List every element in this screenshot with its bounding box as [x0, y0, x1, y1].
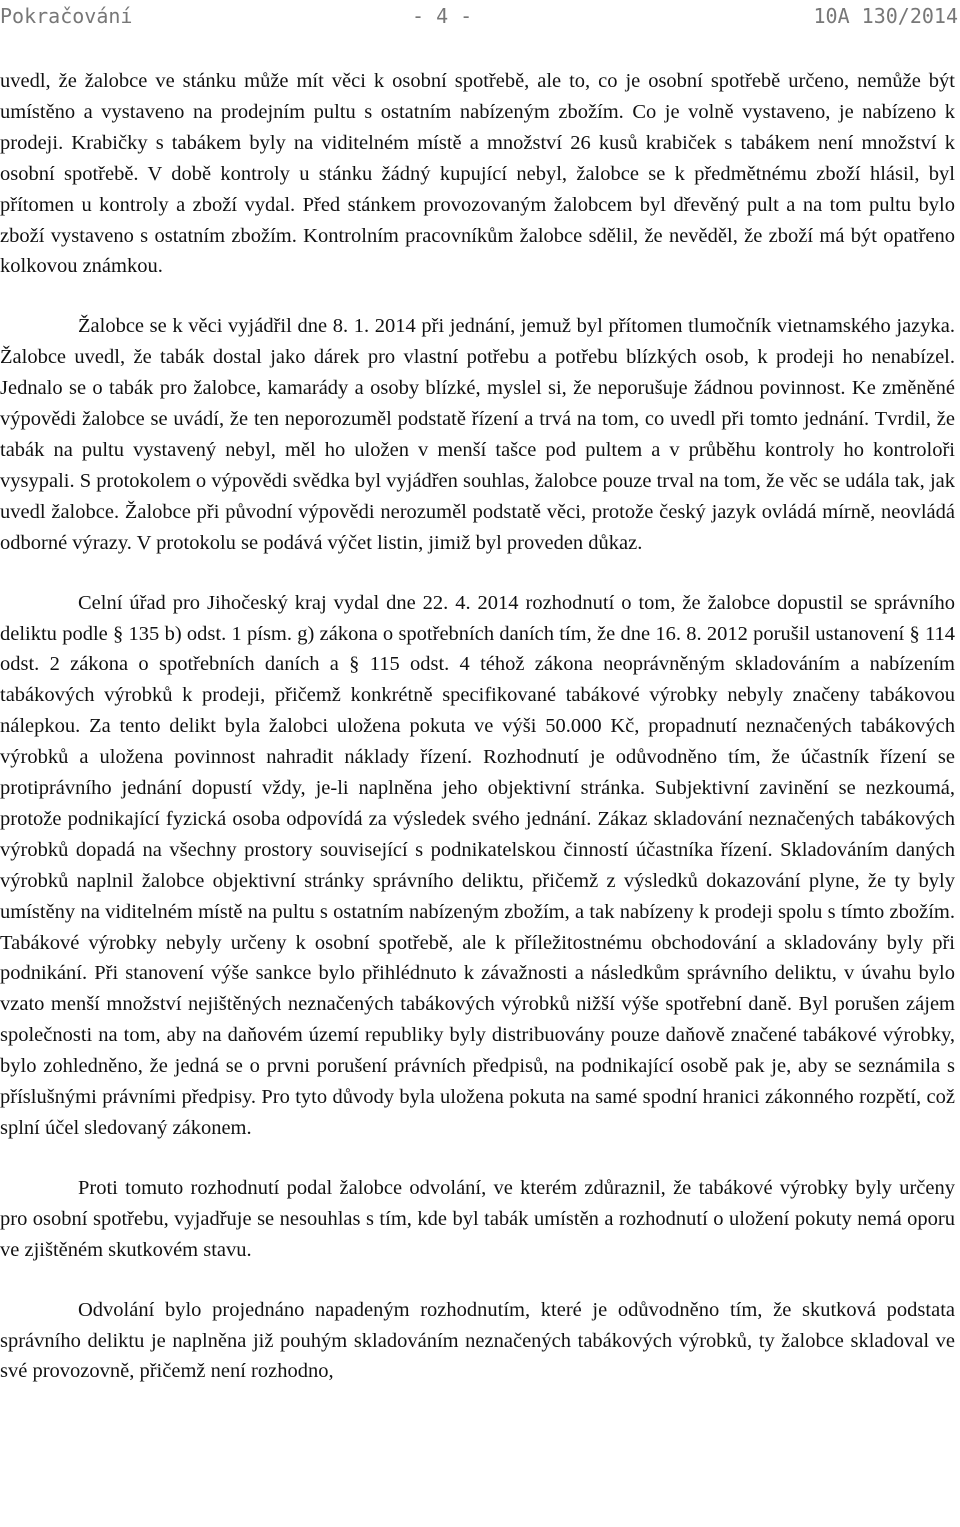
- page-header: [0, 0, 960, 30]
- paragraph-5: Odvolání bylo projednáno napadeným rozhodnutím, které je odůvodněno tím, že skutková podstata správního deliktu je naplněna již pouhým skladováním neznačených tabákových výrobků, ty žalobce skladoval ve své provozovně, přičemž není rozhodno,: [0, 1298, 955, 1383]
- case-number: 10A 130/2014: [813, 4, 958, 28]
- page-number: - 4 -: [412, 4, 473, 28]
- header-continuation: Pokračování: [0, 4, 133, 28]
- paragraph-4: Proti tomuto rozhodnutí podal žalobce odvolání, ve kterém zdůraznil, že tabákové výrobky byly určeny pro osobní spotřebu, vyjadřuje se nesouhlas s tím, kde byl tabák umístěn a rozhodnutí o uložení pokuty nemá oporu ve zjištěném skutkovém stavu.: [0, 1176, 955, 1261]
- paragraph-2: Žalobce se k věci vyjádřil dne 8. 1. 2014 při jednání, jemuž byl přítomen tlumočník vietnamského jazyka. Žalobce uvedl, že tabák dostal jako dárek pro vlastní potřebu a potřebu blízkých osob, k prodeji ho nenabízel. Jednalo se o tabák pro žalobce, kamarády a osoby blízké, myslel si, že neporušuje žádnou povinnost. Ke změněné výpovědi žalobce se uvádí, že ten neporozuměl podstatě řízení a trvá na tom, co uvedl při tomto jednání. Tvrdil, že tabák na pultu vystavený nebyl, měl ho uložen v menší tašce pod pultem a v průběhu kontroly ho kontroloři vysypali. S protokolem o výpovědi svědka byl vyjádřen souhlas, žalobce pouze trval na tom, že věc se udála tak, jak uvedl žalobce. Žalobce při původní výpovědi nerozuměl podstatě věci, protože český jazyk ovládá mírně, neovládá odborné výrazy. V protokolu se podává výčet listin, jimiž byl proveden důkaz.: [0, 315, 955, 554]
- paragraph-1: uvedl, že žalobce ve stánku může mít věci k osobní spotřebě, ale to, co je osobní spotřebě určeno, nemůže být umístěno a vystaveno na prodejním pultu s ostatním nabízeným zbožím. Co je volně vystaveno, je nabízeno k prodeji. Krabičky s tabákem byly na viditelném místě a množství 26 kusů krabiček s tabákem není množství k osobní spotřebě. V době kontroly u stánku žádný kupující nebyl, žalobce se k předmětnému zboží hlásil, byl přítomen u kontroly a zboží vydal. Před stánkem provozovaným žalobcem byl dřevěný pult a na tom pultu bylo zboží vystaveno s ostatním zbožím. Kontrolním pracovníkům žalobce sdělil, že nevěděl, že zboží má být opatřeno kolkovou známkou.: [0, 70, 955, 278]
- document-body: [0, 66, 955, 1387]
- paragraph-3: Celní úřad pro Jihočeský kraj vydal dne 22. 4. 2014 rozhodnutí o tom, že žalobce dopustil se správního deliktu podle § 135 b) odst. 1 písm. g) zákona o spotřebních daních tím, že dne 16. 8. 2012 porušil ustanovení § 114 odst. 2 zákona o spotřebních daních a § 115 odst. 4 téhož zákona neoprávněným skladováním a nabízením tabákových výrobků k prodeji, přičemž konkrétně specifikované tabákové výrobky nebyly značeny tabákovou nálepkou. Za tento delikt byla žalobci uložena pokuta ve výši 50.000 Kč, propadnutí neznačených tabákových výrobků a uložena povinnost nahradit náklady řízení. Rozhodnutí je odůvodněno tím, že účastník řízení se protiprávního jednání dopustí vždy, je-li naplněna jeho objektivní stránka. Subjektivní zavinění se nezkoumá, protože podnikající fyzická osoba odpovídá za výsledek svého jednání. Zákaz skladování neznačených tabákových výrobků dopadá na všechny prostory související s podnikatelskou činností účastníka řízení. Skladováním daných výrobků naplnil žalobce objektivní stránky správního deliktu, přičemž z výsledků dokazování plyne, že ty byly umístěny na viditelném místě na pultu s ostatním nabízeným zbožím, a tak nabízeny k prodeji spolu s tímto zbožím. Tabákové výrobky nebyly určeny k osobní spotřebě, ale k příležitostnému obchodování a skladovány byly při podnikání. Při stanovení výše sankce bylo přihlédnuto k závažnosti a následkům správního deliktu, v úvahu bylo vzato menší množství nejištěných neznačených tabákových výrobků nižší výše spotřební daně. Byl porušen zájem společnosti na tom, aby na daňovém území republiky byly distribuovány pouze daňově značené tabákové výrobky, bylo zohledněno, že jedná se o prvni porušení právních předpisů, na podnikající osobě pak je, aby se seznámila s příslušnými právními předpisy. Pro tyto důvody byla uložena pokuta na samé spodní hranici zákonného rozpětí, což splní účel sledovaný zákonem.: [0, 591, 955, 1139]
